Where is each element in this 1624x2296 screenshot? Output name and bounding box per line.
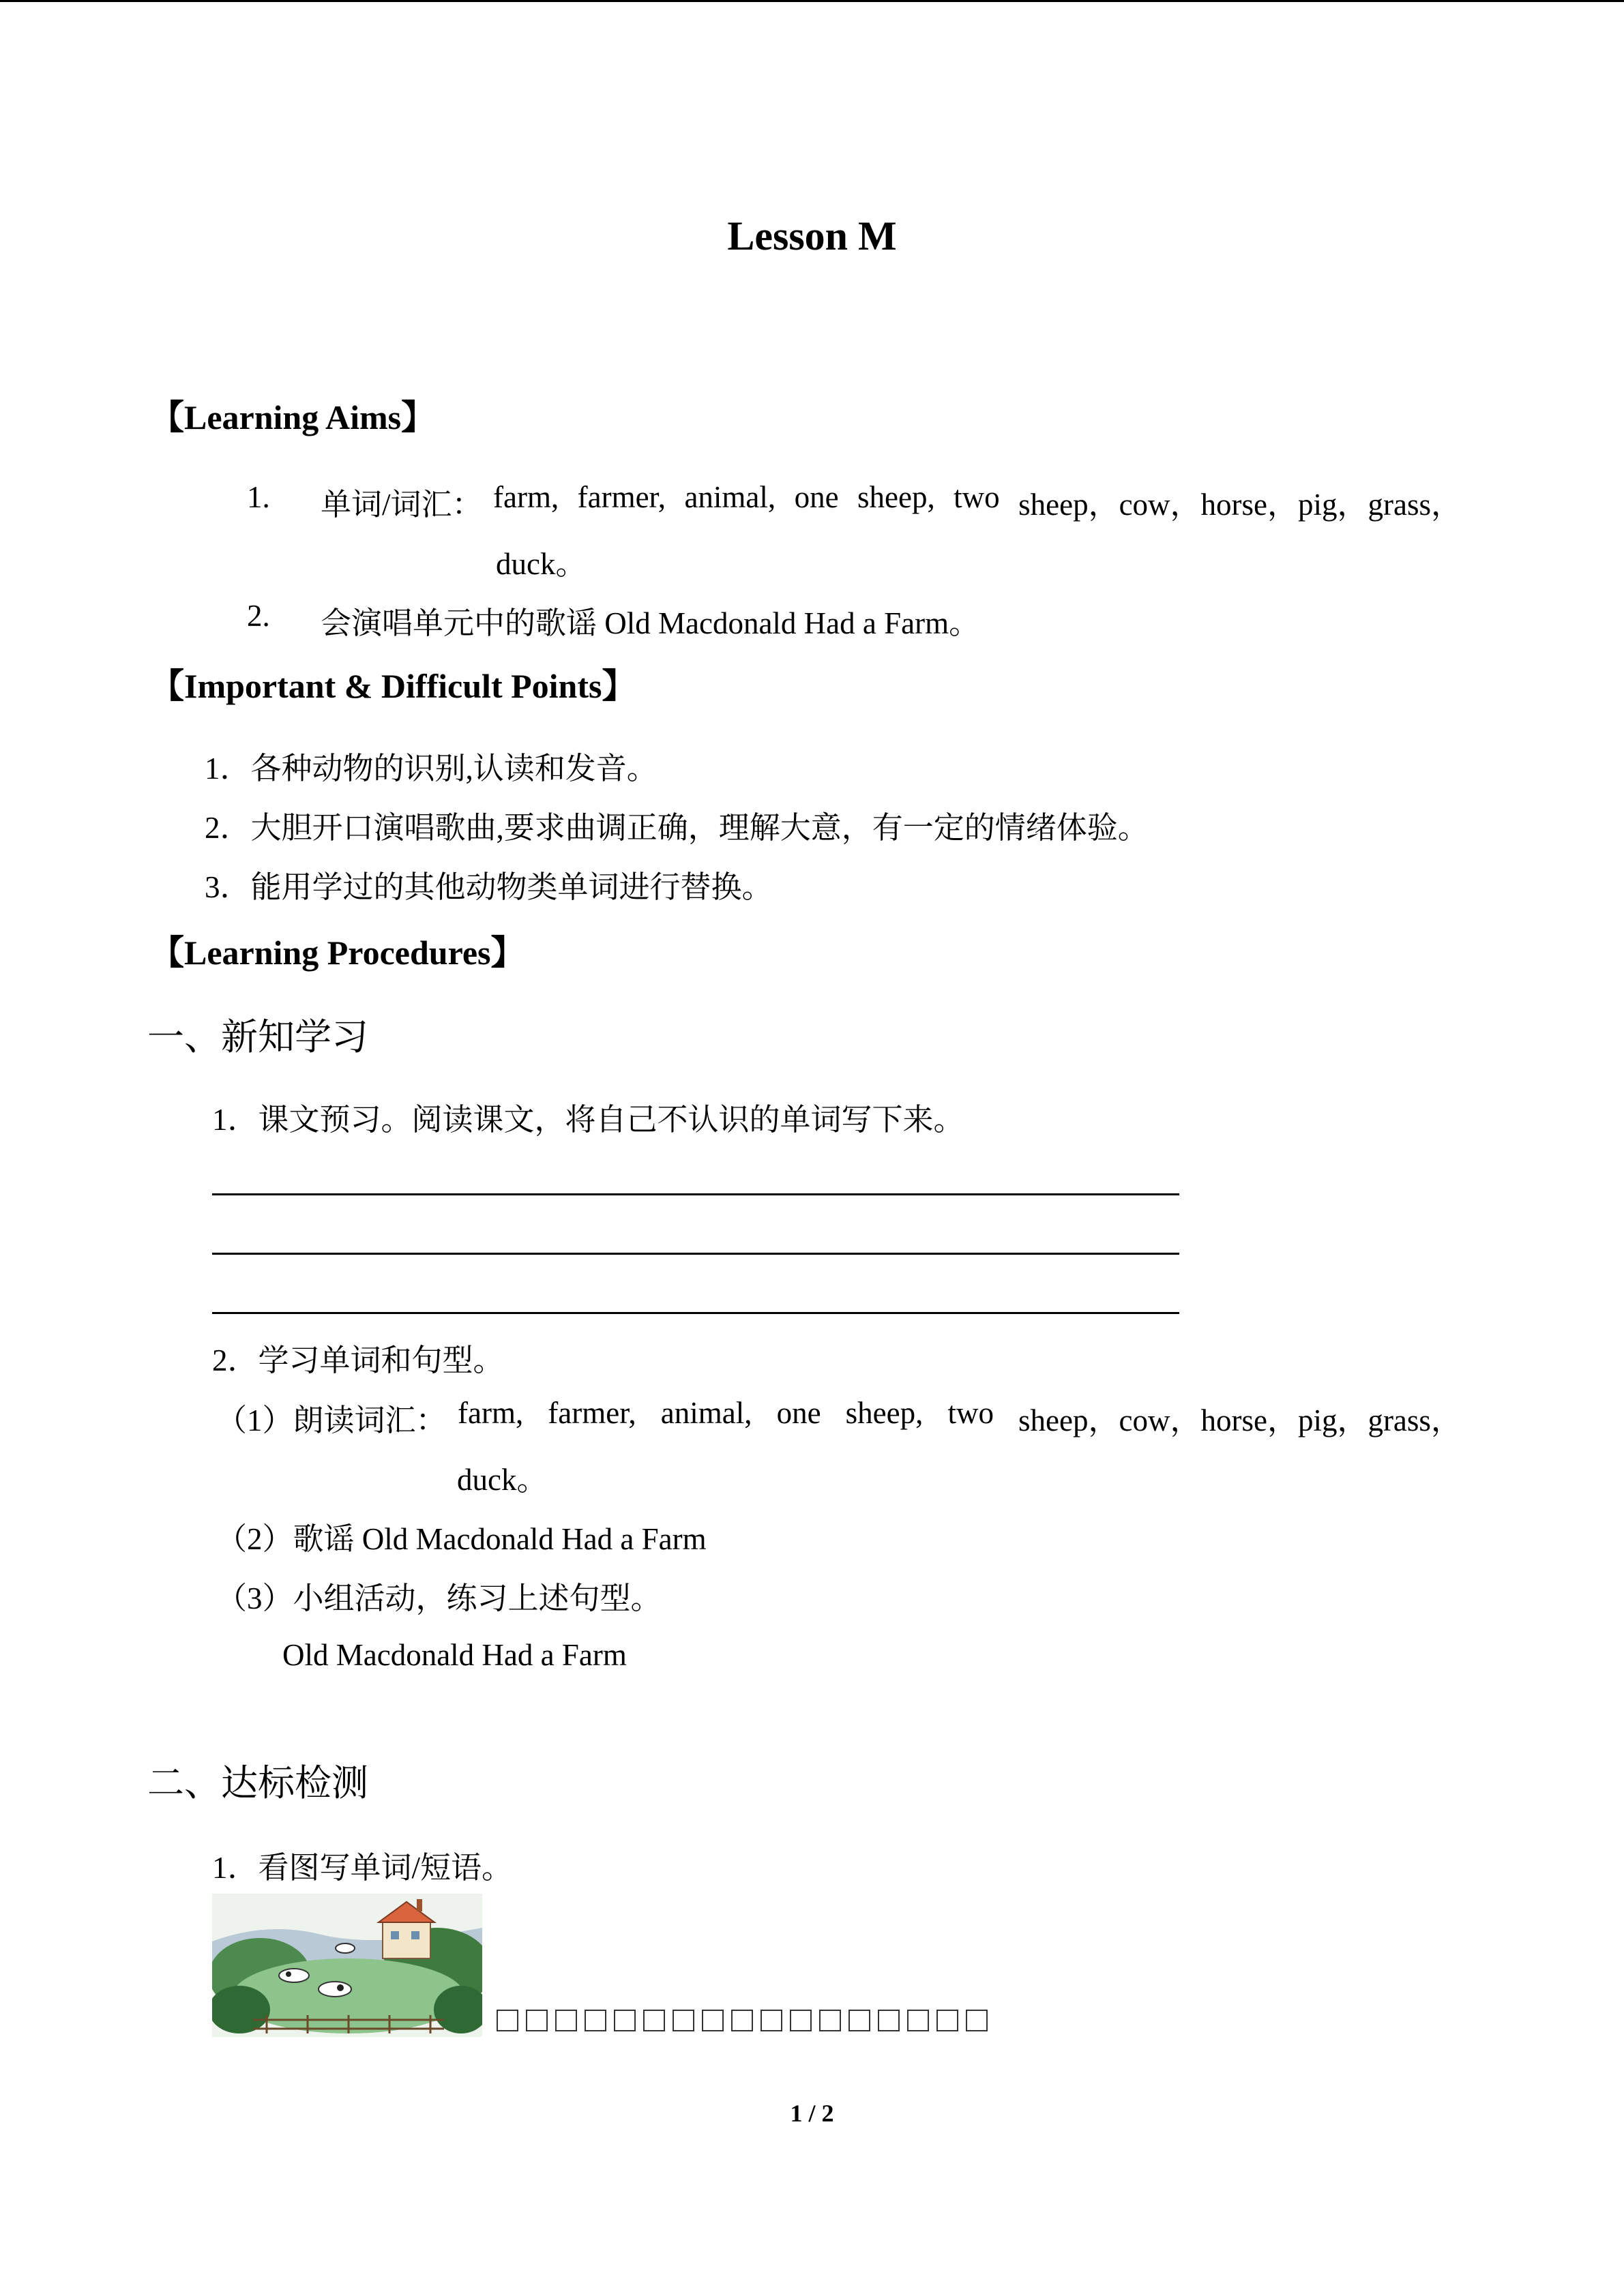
empty-box-icon[interactable] [614, 2010, 636, 2031]
vocab-word: sheep, [845, 1396, 924, 1430]
section-2-heading: 二、达标检测 [147, 1763, 368, 1804]
answer-boxes [497, 2010, 988, 2031]
page-title: Lesson M [727, 213, 897, 258]
empty-box-icon[interactable] [819, 2010, 841, 2031]
empty-box-icon[interactable] [702, 2010, 724, 2031]
task-2-text: 2．学习单词和句型。 [212, 1343, 504, 1377]
vocab-continuation: duck。 [457, 1463, 548, 1497]
aim-word: animal, [684, 480, 776, 514]
empty-box-icon[interactable] [526, 2010, 548, 2031]
sub-item-3: （3）小组活动，练习上述句型。 [216, 1581, 662, 1615]
answer-line-3[interactable] [212, 1312, 1179, 1314]
aim-2-number: 2. [247, 599, 270, 633]
section-1-heading: 一、新知学习 [147, 1017, 368, 1058]
vocab-word: one [776, 1396, 821, 1430]
aim-word: farm, [493, 480, 559, 514]
empty-box-icon[interactable] [731, 2010, 753, 2031]
empty-box-icon[interactable] [966, 2010, 988, 2031]
empty-box-icon[interactable] [878, 2010, 900, 2031]
aim-1-label: 单词/词汇： [321, 488, 483, 522]
point-item-2: 2．大胆开口演唱歌曲,要求曲调正确，理解大意，有一定的情绪体验。 [205, 811, 1149, 845]
task-1-text: 1．课文预习。阅读课文，将自己不认识的单词写下来。 [212, 1103, 964, 1137]
top-border [0, 0, 1624, 2]
vocab-word: animal, [660, 1396, 752, 1430]
aim-word: one [794, 480, 839, 514]
song-title: Old Macdonald Had a Farm [282, 1638, 627, 1672]
page-number: 1 / 2 [790, 2100, 834, 2127]
aim-1-words [493, 479, 1462, 524]
empty-box-icon[interactable] [848, 2010, 870, 2031]
empty-box-icon[interactable] [497, 2010, 518, 2031]
vocab-words [458, 1395, 1462, 1440]
answer-line-2[interactable] [212, 1253, 1179, 1255]
important-points-heading: 【Important & Difficult Points】 [150, 667, 636, 705]
empty-box-icon[interactable] [585, 2010, 606, 2031]
empty-box-icon[interactable] [907, 2010, 929, 2031]
aim-1-number: 1. [247, 480, 270, 514]
sub-item-2: （2）歌谣 Old Macdonald Had a Farm [216, 1522, 707, 1556]
aim-1-continuation: duck。 [496, 547, 587, 581]
vocab-word: two [947, 1396, 994, 1430]
aim-2-text: 会演唱单元中的歌谣 Old Macdonald Had a Farm。 [321, 606, 980, 640]
empty-box-icon[interactable] [555, 2010, 577, 2031]
answer-line-1[interactable] [212, 1193, 1179, 1195]
learning-aims-heading: 【Learning Aims】 [150, 398, 436, 436]
empty-box-icon[interactable] [643, 2010, 665, 2031]
aim-word: farmer, [577, 480, 666, 514]
empty-box-icon[interactable] [936, 2010, 958, 2031]
point-item-3: 3．能用学过的其他动物类单词进行替换。 [205, 870, 773, 904]
vocab-word: farm, [458, 1396, 524, 1430]
vocab-label: （1）朗读词汇： [216, 1403, 447, 1437]
learning-procedures-heading: 【Learning Procedures】 [150, 934, 525, 972]
point-item-1: 1．各种动物的识别,认读和发音。 [205, 751, 658, 786]
test-1-text: 1．看图写单词/短语。 [212, 1851, 513, 1885]
aim-word: sheep, [857, 480, 935, 514]
aim-word: sheep，cow，horse，pig，grass， [1018, 488, 1462, 522]
vocab-word: sheep，cow，horse，pig，grass， [1018, 1403, 1462, 1437]
vocab-word: farmer, [548, 1396, 636, 1430]
aim-word: two [954, 480, 1000, 514]
empty-box-icon[interactable] [761, 2010, 782, 2031]
empty-box-icon[interactable] [673, 2010, 694, 2031]
empty-box-icon[interactable] [790, 2010, 812, 2031]
farm-scene-icon [212, 1894, 482, 2037]
